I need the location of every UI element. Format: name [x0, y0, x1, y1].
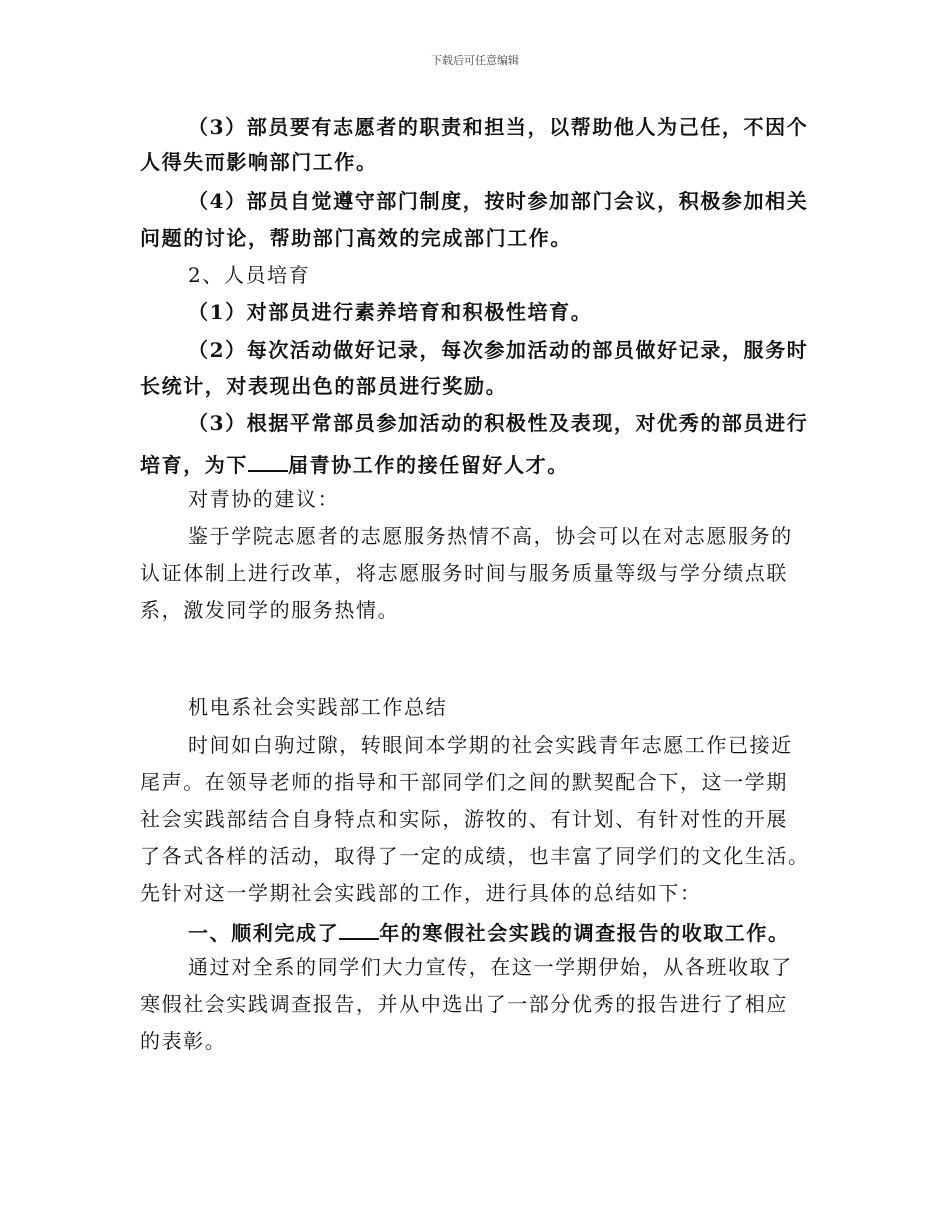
paragraph-line: 寒假社会实践调查报告，并从中选出了一部分优秀的报告进行了相应 [140, 992, 788, 1016]
paragraph-line: 鉴于学院志愿者的志愿服务热情不高，协会可以在对志愿服务的 [188, 524, 793, 548]
line-text: 一、顺利完成了 [188, 921, 340, 945]
page-header: 下载后可任意编辑 [431, 54, 519, 67]
paragraph-line: （2）每次活动做好记录，每次参加活动的部员做好记录，服务时 [188, 338, 809, 362]
paragraph-line: 认证体制上进行改革，将志愿服务时间与服务质量等级与学分绩点联 [140, 561, 788, 585]
section-heading: 2、人员培育 [188, 263, 311, 287]
section-heading [188, 920, 790, 943]
line-text: 培育，为下 [140, 453, 248, 477]
paragraph-line: 人得失而影响部门工作。 [140, 150, 378, 174]
paragraph-line: （3）根据平常部员参加活动的积极性及表现，对优秀的部员进行 [188, 411, 809, 435]
paragraph-line: 机电系社会实践部工作总结 [188, 695, 448, 719]
blank-underline [248, 452, 288, 472]
line-text: 届青协工作的接任留好人才。 [288, 453, 569, 477]
paragraph-line: 时间如白驹过隙，转眼间本学期的社会实践青年志愿工作已接近 [188, 733, 793, 757]
paragraph-line: 系，激发同学的服务热情。 [140, 598, 400, 622]
paragraph-line: 对青协的建议： [188, 487, 340, 511]
paragraph-line: 社会实践部结合自身特点和实际，游牧的、有计划、有针对性的开展 [140, 807, 788, 831]
paragraph-line: 了各式各样的活动，取得了一定的成绩，也丰富了同学们的文化生活。 [140, 844, 810, 868]
paragraph-line: 尾声。在领导老师的指导和干部同学们之间的默契配合下，这一学期 [140, 770, 788, 794]
paragraph-line: 通过对全系的同学们大力宣传，在这一学期伊始，从各班收取了 [188, 955, 793, 979]
blank-underline [339, 920, 379, 940]
paragraph-line: 问题的讨论，帮助部门高效的完成部门工作。 [140, 226, 572, 250]
paragraph-line: （3）部员要有志愿者的职责和担当，以帮助他人为己任，不因个 [188, 115, 809, 139]
paragraph-line: 先针对这一学期社会实践部的工作，进行具体的总结如下： [140, 881, 702, 905]
paragraph-line: （4）部员自觉遵守部门制度，按时参加部门会议，积极参加相关 [188, 189, 809, 213]
paragraph-line: （1）对部员进行素养培育和积极性培育。 [188, 300, 593, 324]
paragraph-line: 长统计，对表现出色的部员进行奖励。 [140, 374, 508, 398]
paragraph-line: 的表彰。 [140, 1029, 227, 1053]
line-text: 年的寒假社会实践的调查报告的收取工作。 [379, 921, 790, 945]
paragraph-line [140, 452, 569, 475]
